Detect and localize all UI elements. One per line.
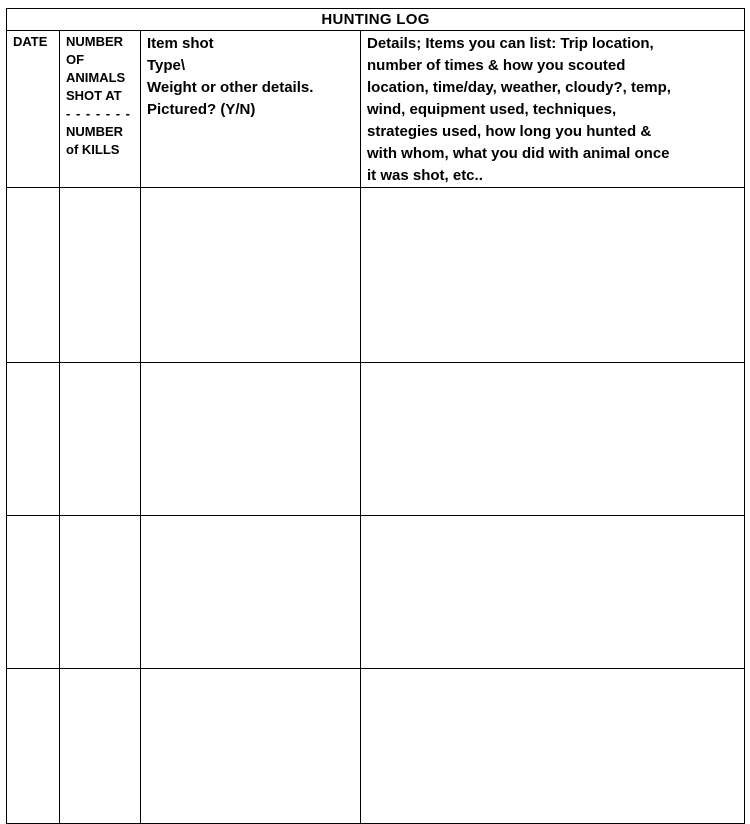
item-header-line: Type\ — [147, 57, 186, 74]
number-header-line: ANIMALS — [66, 70, 126, 85]
number-header-line: OF — [66, 52, 85, 67]
number-header-line: of KILLS — [66, 142, 120, 157]
details-header-line: wind, equipment used, techniques, — [367, 101, 617, 118]
details-header-line: Details; Items you can list: Trip location, — [367, 35, 654, 52]
details-header-line: with whom, what you did with animal once — [367, 145, 670, 162]
details-cell[interactable] — [361, 188, 745, 363]
date-column-header: DATE — [7, 31, 60, 188]
number-cell[interactable] — [60, 516, 141, 669]
hunting-log-table — [6, 8, 745, 824]
item-header-line: Pictured? (Y/N) — [147, 101, 256, 118]
number-header-line: NUMBER — [66, 34, 124, 49]
item-cell[interactable] — [141, 669, 361, 824]
item-cell[interactable] — [141, 188, 361, 363]
number-column-header — [60, 31, 141, 188]
number-header-line: SHOT AT — [66, 88, 122, 103]
details-header-line: location, time/day, weather, cloudy?, temp, — [367, 79, 671, 96]
date-cell[interactable] — [7, 516, 60, 669]
header-row — [7, 31, 745, 188]
details-cell[interactable] — [361, 669, 745, 824]
item-cell[interactable] — [141, 516, 361, 669]
details-header-line: number of times & how you scouted — [367, 57, 626, 74]
log-entry-row — [7, 363, 745, 516]
number-header-line: NUMBER — [66, 124, 124, 139]
item-header-line: Weight or other details. — [147, 79, 314, 96]
number-header-divider: - - - - - - - — [66, 106, 131, 121]
item-header-line: Item shot — [147, 35, 214, 52]
item-cell[interactable] — [141, 363, 361, 516]
details-header-line: it was shot, etc.. — [367, 167, 483, 184]
number-cell[interactable] — [60, 669, 141, 824]
details-cell[interactable] — [361, 516, 745, 669]
item-column-header — [141, 31, 361, 188]
number-cell[interactable] — [60, 363, 141, 516]
number-cell[interactable] — [60, 188, 141, 363]
details-column-header — [361, 31, 745, 188]
details-cell[interactable] — [361, 363, 745, 516]
date-cell[interactable] — [7, 188, 60, 363]
log-entry-row — [7, 516, 745, 669]
details-header-line: strategies used, how long you hunted & — [367, 123, 652, 140]
date-cell[interactable] — [7, 669, 60, 824]
date-cell[interactable] — [7, 363, 60, 516]
log-entry-row — [7, 188, 745, 363]
log-entry-row — [7, 669, 745, 824]
log-title: HUNTING LOG — [7, 9, 745, 31]
